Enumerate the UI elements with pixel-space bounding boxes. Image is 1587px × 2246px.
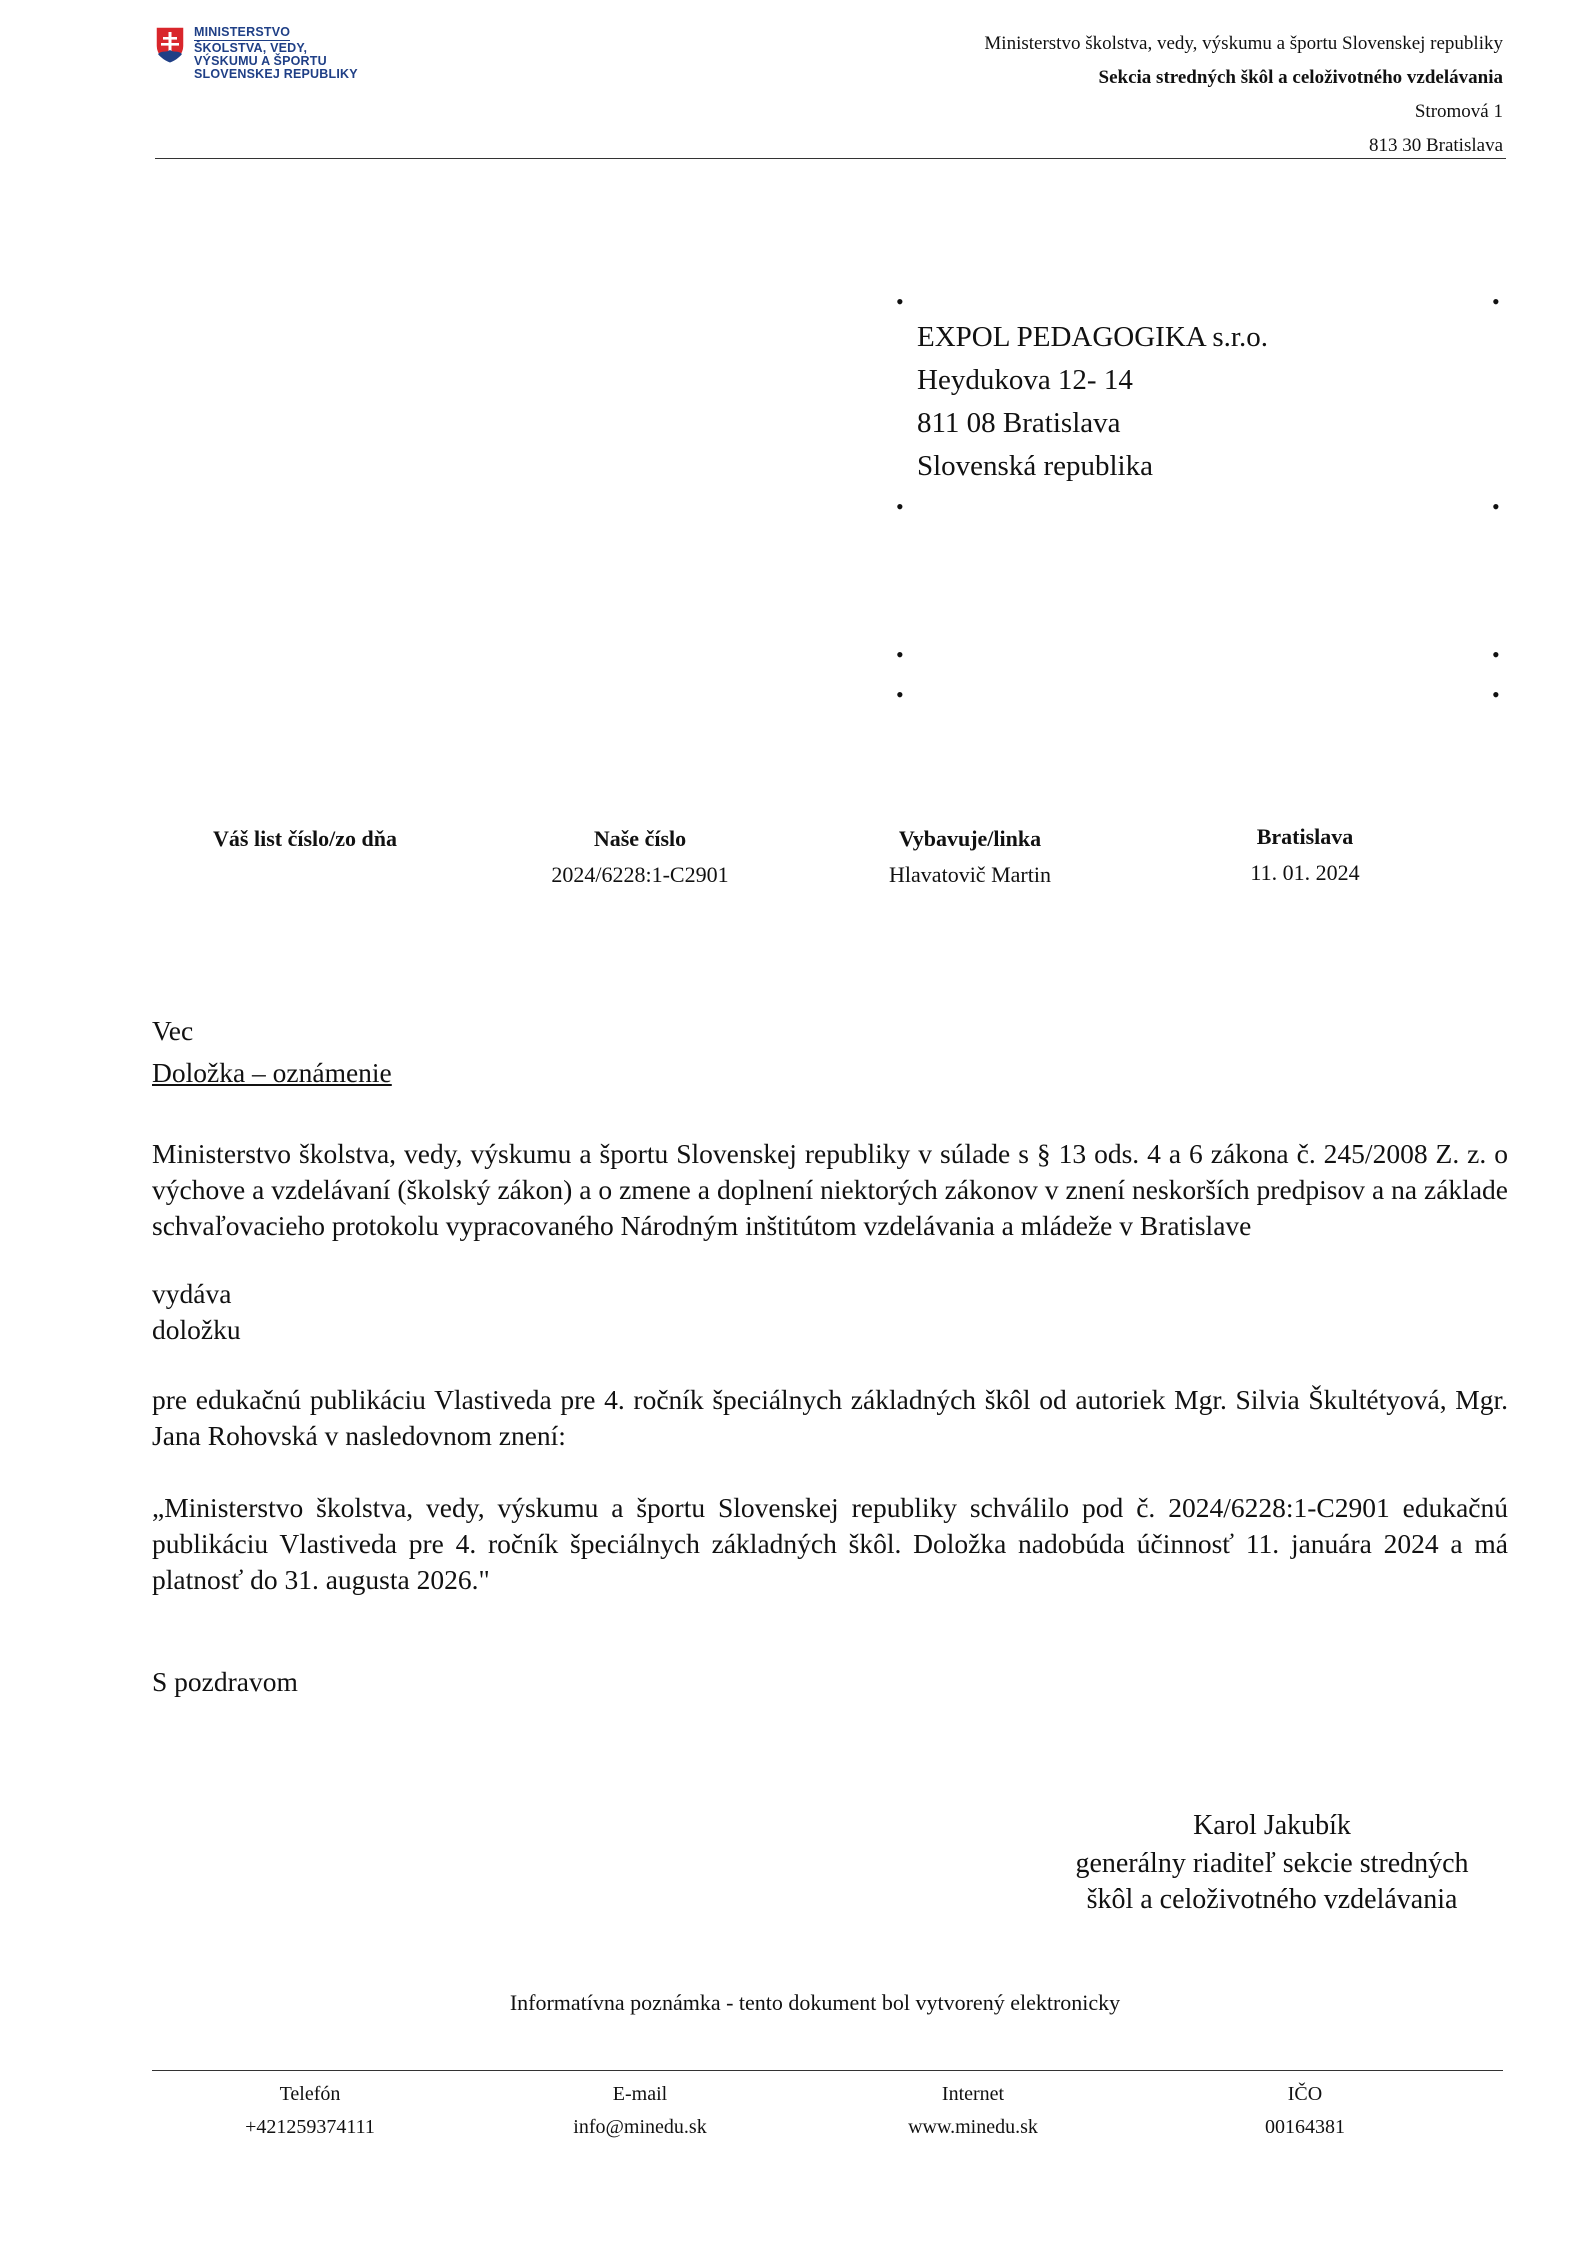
address-mark: • <box>1492 642 1500 667</box>
address-mark: • <box>896 494 904 519</box>
footer-email-label: E-mail <box>612 2083 668 2105</box>
body-paragraph-2: pre edukačnú publikáciu Vlastiveda pre 4. ročník špeciálnych základných škôl od autoriek Mgr. Silvia Škultétyová, Mgr. Jana Rohovská v nasledovnom znení: <box>152 1384 1508 1451</box>
address-mark: • <box>1492 494 1500 519</box>
signature-block <box>1042 1806 1502 1918</box>
recipient-name: EXPOL PEDAGOGIKA s.r.o. <box>917 321 1268 353</box>
issues-word: vydáva <box>152 1278 232 1309</box>
footer-email-value[interactable]: info@minedu.sk <box>573 2116 707 2138</box>
footer-internet-value[interactable]: www.minedu.sk <box>908 2116 1038 2138</box>
footer-divider <box>152 2070 1503 2071</box>
body-paragraph-1: Ministerstvo školstva, vedy, výskumu a športu Slovenskej republiky v súlade s § 13 ods. 4 a 6 zákona č. 245/2008 Z. z. o výchove a vzdelávaní (školský zákon) a o zmene a doplnení niektorých zákonov v znení neskorších predpisov a na základe schvaľovacieho protokolu vypracovaného Národným inštitútom vzdelávania a mládeže v Bratislave <box>152 1138 1508 1241</box>
greeting: S pozdravom <box>152 1666 298 1697</box>
recipient-country: Slovenská republika <box>917 450 1153 482</box>
ref-handler-label: Vybavuje/linka <box>898 826 1042 851</box>
subject-title: Doložka – oznámenie <box>152 1057 392 1088</box>
signatory-role-line-2: škôl a celoživotného vzdelávania <box>1086 1884 1458 1915</box>
ref-date-value: 11. 01. 2024 <box>1250 860 1360 885</box>
signatory-role-line-1: generálny riaditeľ sekcie stredných <box>1075 1848 1469 1879</box>
logo-line-4: SLOVENSKEJ REPUBLIKY <box>194 67 358 81</box>
subject <box>152 1010 392 1094</box>
address-mark: • <box>896 642 904 667</box>
logo-line-3: VÝSKUMU A ŠPORTU <box>194 54 327 68</box>
footer-internet-label: Internet <box>941 2083 1005 2105</box>
issues-block <box>152 1276 1508 1348</box>
sender-section: Sekcia stredných škôl a celoživotného vzdelávania <box>1098 67 1503 88</box>
address-mark: • <box>896 289 904 314</box>
logo-line-1: MINISTERSTVO <box>194 25 291 39</box>
footer-ico-label: IČO <box>1287 2083 1323 2105</box>
subject-label: Vec <box>152 1015 194 1046</box>
header-divider <box>155 158 1506 159</box>
ref-place-label: Bratislava <box>1256 824 1354 849</box>
ministry-logo-text <box>194 26 358 81</box>
ref-our-number-value: 2024/6228:1-C2901 <box>551 862 729 887</box>
ref-place-date <box>1155 819 1455 891</box>
ref-handler <box>820 821 1120 893</box>
footer-internet <box>823 2078 1123 2144</box>
ref-our-number-label: Naše číslo <box>593 826 687 851</box>
coat-of-arms-icon <box>155 26 185 64</box>
body-paragraph-3: „Ministerstvo školstva, vedy, výskumu a športu Slovenskej republiky schválilo pod č. 2024/6228:1-C2901 edukačnú publikáciu Vlastiveda pre 4. ročník špeciálnych základných škôl. Doložka nadobúda účinnosť 11. januára 2024 a má platnosť do 31. augusta 2026." <box>152 1492 1508 1595</box>
footer-email <box>490 2078 790 2144</box>
sender-ministry: Ministerstvo školstva, vedy, výskumu a športu Slovenskej republiky <box>984 33 1503 54</box>
sender-city: 813 30 Bratislava <box>1368 135 1503 156</box>
address-mark: • <box>1492 289 1500 314</box>
sender-header <box>984 27 1503 163</box>
clause-word: doložku <box>152 1314 241 1345</box>
ref-your-letter-label: Váš list číslo/zo dňa <box>213 826 397 851</box>
electronic-document-note: Informatívna poznámka - tento dokument bol vytvorený elektronicky <box>509 1990 1121 2015</box>
footer-phone-value: +421259374111 <box>245 2116 375 2138</box>
recipient-address <box>917 316 1268 488</box>
signatory-name: Karol Jakubík <box>1193 1810 1351 1841</box>
sender-street: Stromová 1 <box>1414 101 1503 122</box>
ref-your-letter <box>150 821 460 857</box>
footer-ico <box>1155 2078 1455 2144</box>
address-mark: • <box>896 682 904 707</box>
footer-phone-label: Telefón <box>279 2083 341 2105</box>
logo-line-2: ŠKOLSTVA, VEDY, <box>194 41 308 55</box>
footer-ico-value: 00164381 <box>1265 2116 1345 2138</box>
footer-phone <box>160 2078 460 2144</box>
ref-our-number <box>490 821 790 893</box>
recipient-city: 811 08 Bratislava <box>917 407 1121 439</box>
recipient-street: Heydukova 12- 14 <box>917 364 1133 396</box>
address-mark: • <box>1492 682 1500 707</box>
ref-handler-value: Hlavatovič Martin <box>889 862 1051 887</box>
